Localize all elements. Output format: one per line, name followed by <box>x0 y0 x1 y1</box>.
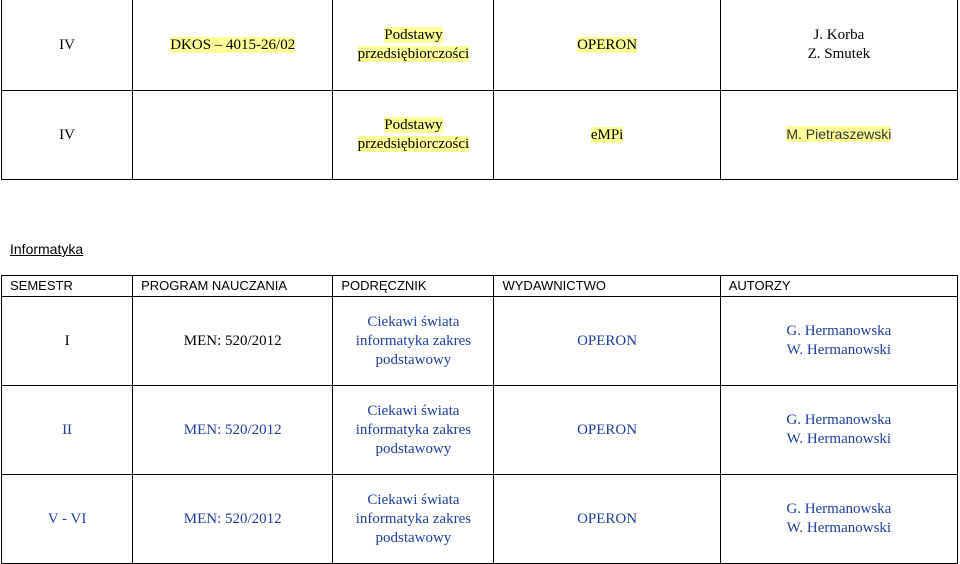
table-row <box>2 297 958 386</box>
publisher-text: eMPi <box>590 126 624 143</box>
book-line: Ciekawi świata <box>367 313 460 330</box>
header-semester: SEMESTR <box>2 276 133 297</box>
book-line: Podstawy <box>384 27 443 43</box>
book-cell <box>333 386 494 475</box>
book-line: przedsiębiorczości <box>357 46 470 62</box>
author-name: M. Pietraszewski <box>786 126 892 142</box>
header-row <box>2 276 958 297</box>
author-name: W. Hermanowski <box>786 342 892 358</box>
author-name: G. Hermanowska <box>786 501 892 517</box>
header-authors: AUTORZY <box>720 276 957 297</box>
informatyka-table <box>1 275 958 564</box>
program-cell: MEN: 520/2012 <box>133 297 333 386</box>
program-cell <box>133 91 333 180</box>
book-line: podstawowy <box>375 440 452 457</box>
publisher-cell: OPERON <box>494 386 720 475</box>
author-name: Z. Smutek <box>807 46 871 62</box>
semester-cell: I <box>2 297 133 386</box>
table-row <box>2 0 958 91</box>
author-name: W. Hermanowski <box>786 520 892 536</box>
author-name: G. Hermanowska <box>786 412 892 428</box>
header-book: PODRĘCZNIK <box>333 276 494 297</box>
author-name: J. Korba <box>813 27 865 43</box>
book-cell <box>333 297 494 386</box>
publisher-cell <box>494 91 720 180</box>
program-cell: MEN: 520/2012 <box>133 386 333 475</box>
author-name: G. Hermanowska <box>786 323 892 339</box>
section-title: Informatyka <box>10 241 84 257</box>
publisher-text: OPERON <box>577 36 638 53</box>
authors-cell <box>720 386 957 475</box>
book-line: podstawowy <box>375 529 452 546</box>
semester-cell: IV <box>2 0 133 91</box>
header-program: PROGRAM NAUCZANIA <box>133 276 333 297</box>
table-row <box>2 475 958 564</box>
book-cell <box>333 475 494 564</box>
book-line: Podstawy <box>384 117 443 133</box>
authors-cell <box>720 297 957 386</box>
authors-cell <box>720 475 957 564</box>
book-line: przedsiębiorczości <box>357 136 470 152</box>
semester-cell: V - VI <box>2 475 133 564</box>
book-line: Ciekawi świata <box>367 491 460 508</box>
publisher-cell <box>494 0 720 91</box>
program-cell: MEN: 520/2012 <box>133 475 333 564</box>
book-line: informatyka zakres <box>355 510 472 527</box>
authors-cell <box>720 91 957 180</box>
table-row <box>2 91 958 180</box>
authors-cell <box>720 0 957 91</box>
program-cell <box>133 0 333 91</box>
semester-cell: IV <box>2 91 133 180</box>
header-publisher: WYDAWNICTWO <box>494 276 720 297</box>
table-row <box>2 386 958 475</box>
publisher-cell: OPERON <box>494 475 720 564</box>
book-line: podstawowy <box>375 351 452 368</box>
book-line: Ciekawi świata <box>367 402 460 419</box>
publisher-cell: OPERON <box>494 297 720 386</box>
previous-subject-table <box>1 0 958 180</box>
book-line: informatyka zakres <box>355 332 472 349</box>
semester-cell: II <box>2 386 133 475</box>
program-text: DKOS – 4015-26/02 <box>170 36 296 53</box>
book-cell <box>333 91 494 180</box>
book-cell <box>333 0 494 91</box>
book-line: informatyka zakres <box>355 421 472 438</box>
author-name: W. Hermanowski <box>786 431 892 447</box>
